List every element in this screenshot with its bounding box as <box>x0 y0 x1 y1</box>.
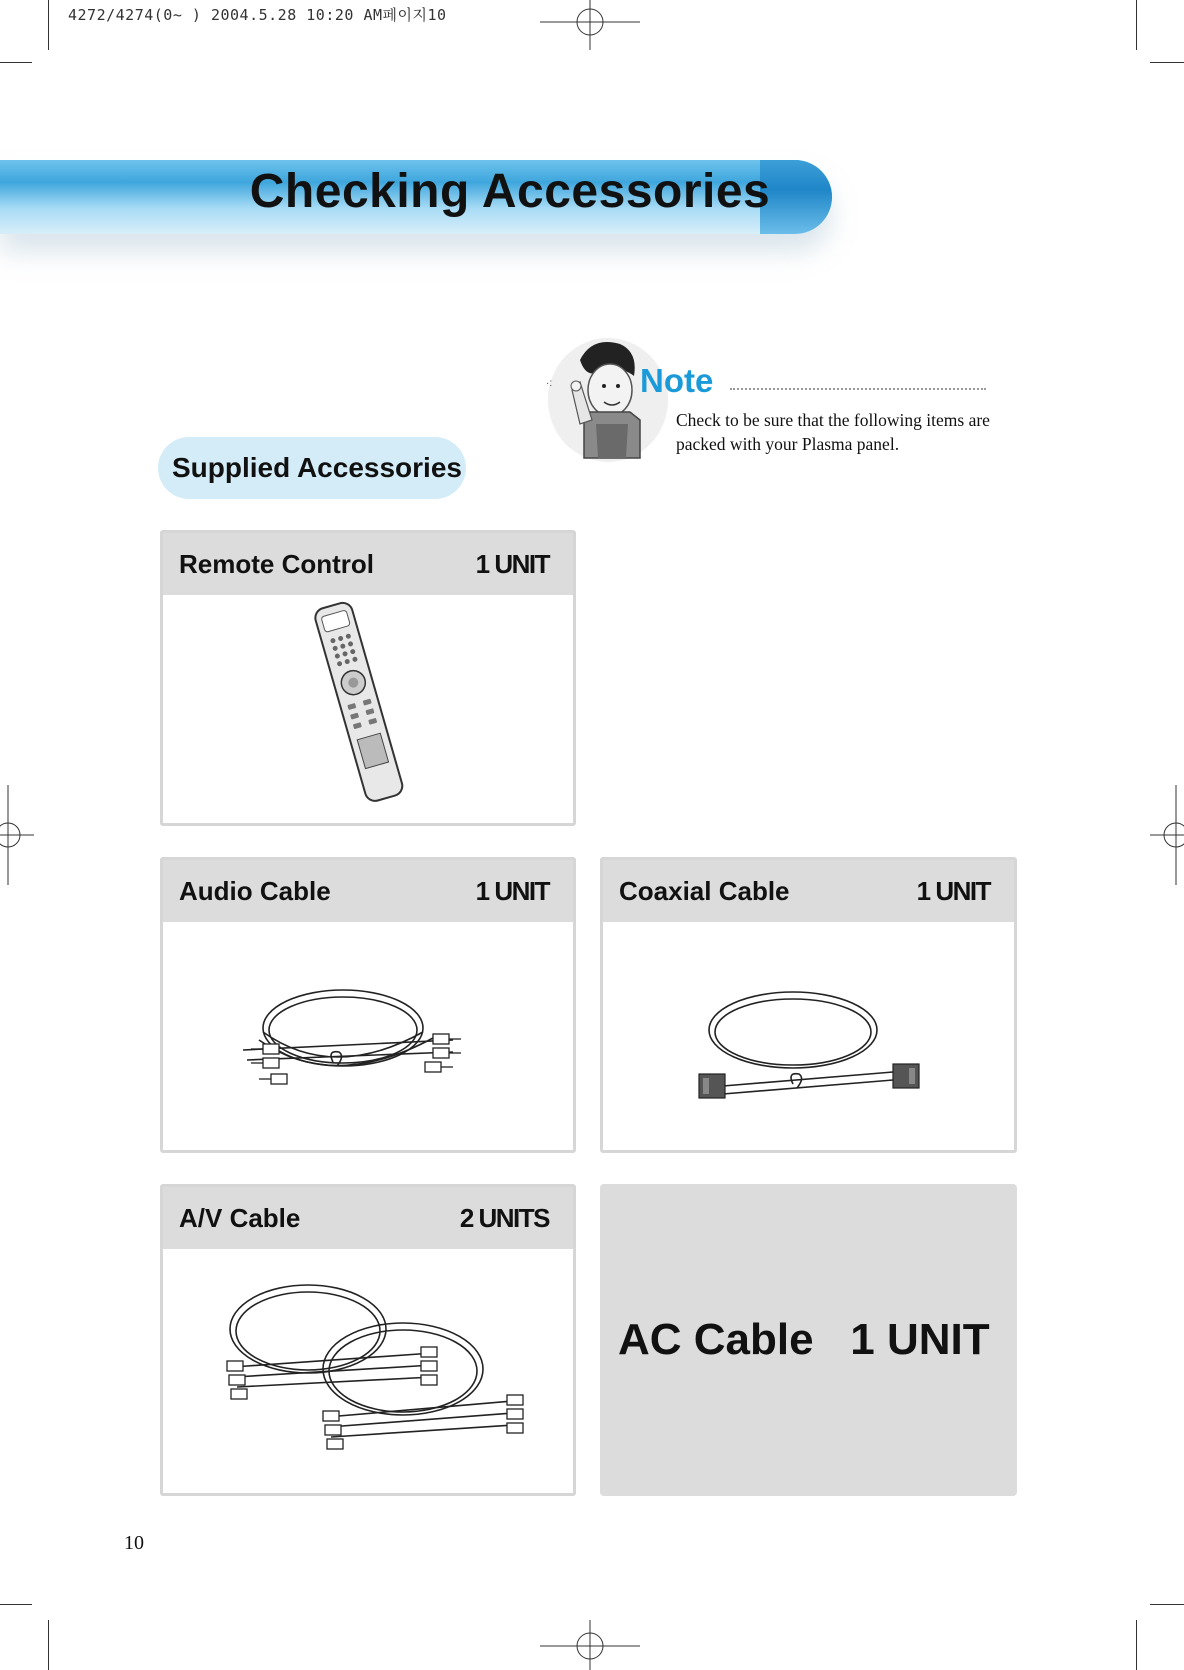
page-number: 10 <box>124 1532 144 1554</box>
note-mascot-icon <box>540 330 670 470</box>
ac-cable-label: AC Cable 1 UNIT <box>618 1315 990 1364</box>
crop-mark <box>1150 62 1184 63</box>
crop-mark <box>1150 1604 1184 1605</box>
accessory-name: A/V Cable <box>179 1202 301 1233</box>
crop-mark <box>1136 1620 1137 1670</box>
section-label: Supplied Accessories <box>172 452 462 483</box>
crop-mark <box>48 1620 49 1670</box>
print-header: 4272/4274(0~ ) 2004.5.28 10:20 AM페이지10 <box>68 6 447 24</box>
accessory-quantity: 1 UNIT <box>475 548 549 579</box>
note-title: Note <box>640 362 714 399</box>
page-title: Checking Accessories <box>249 165 771 218</box>
accessory-name: Audio Cable <box>179 875 331 906</box>
note-text: Check to be sure that the following items are packed with your Plasma panel. <box>676 410 990 454</box>
accessory-card-audio-cable <box>160 857 576 1153</box>
audio-cable-icon <box>163 922 573 1150</box>
registration-mark-icon <box>1150 785 1184 885</box>
accessory-card-av-cable <box>160 1184 576 1496</box>
accessory-quantity: 1 UNIT <box>475 875 549 906</box>
av-cable-icon <box>163 1249 573 1493</box>
accessory-card-ac-cable <box>600 1184 1017 1496</box>
crop-mark <box>1136 0 1137 50</box>
registration-mark-icon <box>0 785 34 885</box>
crop-mark <box>48 0 49 50</box>
coaxial-cable-icon <box>603 922 1014 1150</box>
accessory-card-header <box>163 1187 573 1249</box>
accessory-card-remote-control <box>160 530 576 826</box>
note-divider <box>730 388 986 390</box>
section-label-pill <box>158 437 466 499</box>
crop-mark <box>0 1604 32 1605</box>
registration-mark-icon <box>540 1620 640 1670</box>
crop-mark <box>0 62 32 63</box>
accessory-quantity: 2 UNITS <box>459 1202 549 1233</box>
accessory-name: Remote Control <box>179 548 374 579</box>
accessory-name: Coaxial Cable <box>619 875 790 906</box>
accessory-quantity: 1 UNIT <box>916 875 990 906</box>
accessory-card-header <box>163 533 573 595</box>
svg-text:·:: ·: <box>546 378 553 389</box>
remote-control-icon <box>163 595 573 823</box>
accessory-card-coaxial-cable <box>600 857 1017 1153</box>
accessory-card-header <box>603 860 1014 922</box>
registration-mark-icon <box>540 0 640 50</box>
accessory-card-header <box>163 860 573 922</box>
